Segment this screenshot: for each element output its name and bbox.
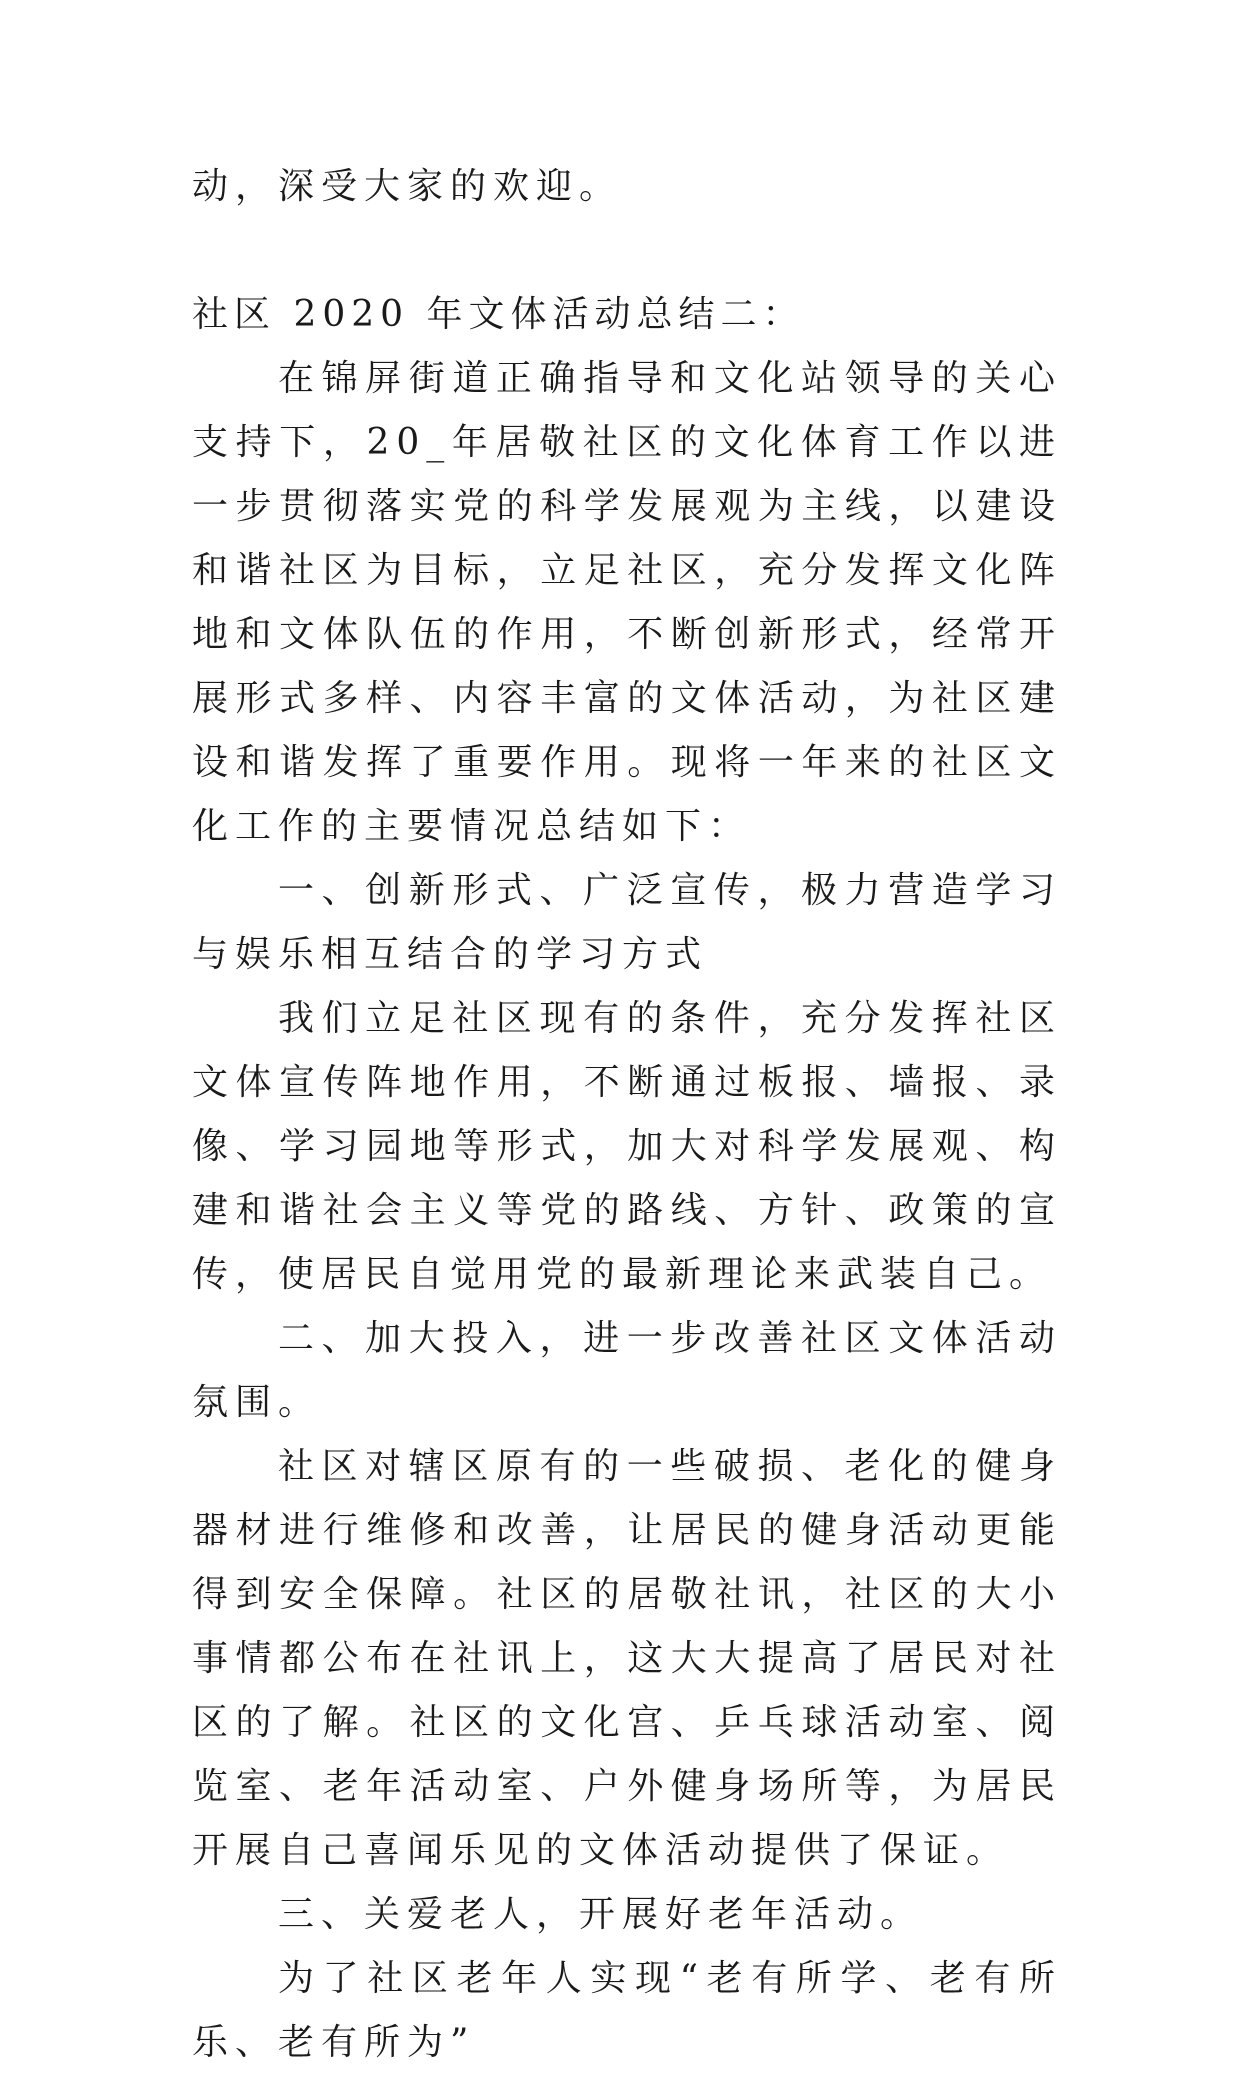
heading-three: 三、关爱老人，开展好老年活动。 — [278, 1894, 924, 1935]
blank-line — [192, 219, 1062, 283]
paragraph-two: 我们立足社区现有的条件，充分发挥社区文体宣传阵地作用，不断通过板报、墙报、录像、学习园地等形式，加大对科学发展观、构建和谐社会主义等党的路线、方针、政策的宣传，使居民自觉用党的最新理论来武装自己。 — [192, 998, 1062, 1295]
section-title: 社区 2020 年文体活动总结二： — [192, 294, 805, 335]
paragraph-four: 为了社区老年人实现“老有所学、老有所乐、老有所为” — [192, 1958, 1062, 2063]
top-fragment-paragraph: 动，深受大家的欢迎。 — [192, 166, 623, 207]
heading-one: 一、创新形式、广泛宣传，极力营造学习与娱乐相互结合的学习方式 — [192, 870, 1062, 975]
intro-paragraph: 在锦屏街道正确指导和文化站领导的关心支持下，20_年居敬社区的文化体育工作以进一步贯彻落实党的科学发展观为主线，以建设和谐社区为目标，立足社区，充分发挥文化阵地和文体队伍的作用，不断创新形式，经常开展形式多样、内容丰富的文体活动，为社区建设和谐发挥了重要作用。现将一年来的社区文化工作的主要情况总结如下： — [192, 358, 1062, 847]
paragraph-three: 社区对辖区原有的一些破损、老化的健身器材进行维修和改善，让居民的健身活动更能得到安全保障。社区的居敬社讯，社区的大小事情都公布在社讯上，这大大提高了居民对社区的了解。社区的文化宫、乒乓球活动室、阅览室、老年活动室、户外健身场所等，为居民开展自己喜闻乐见的文体活动提供了保证。 — [192, 1446, 1062, 1871]
heading-two: 二、加大投入，进一步改善社区文体活动氛围。 — [192, 1318, 1062, 1423]
document-body — [192, 155, 1062, 2075]
